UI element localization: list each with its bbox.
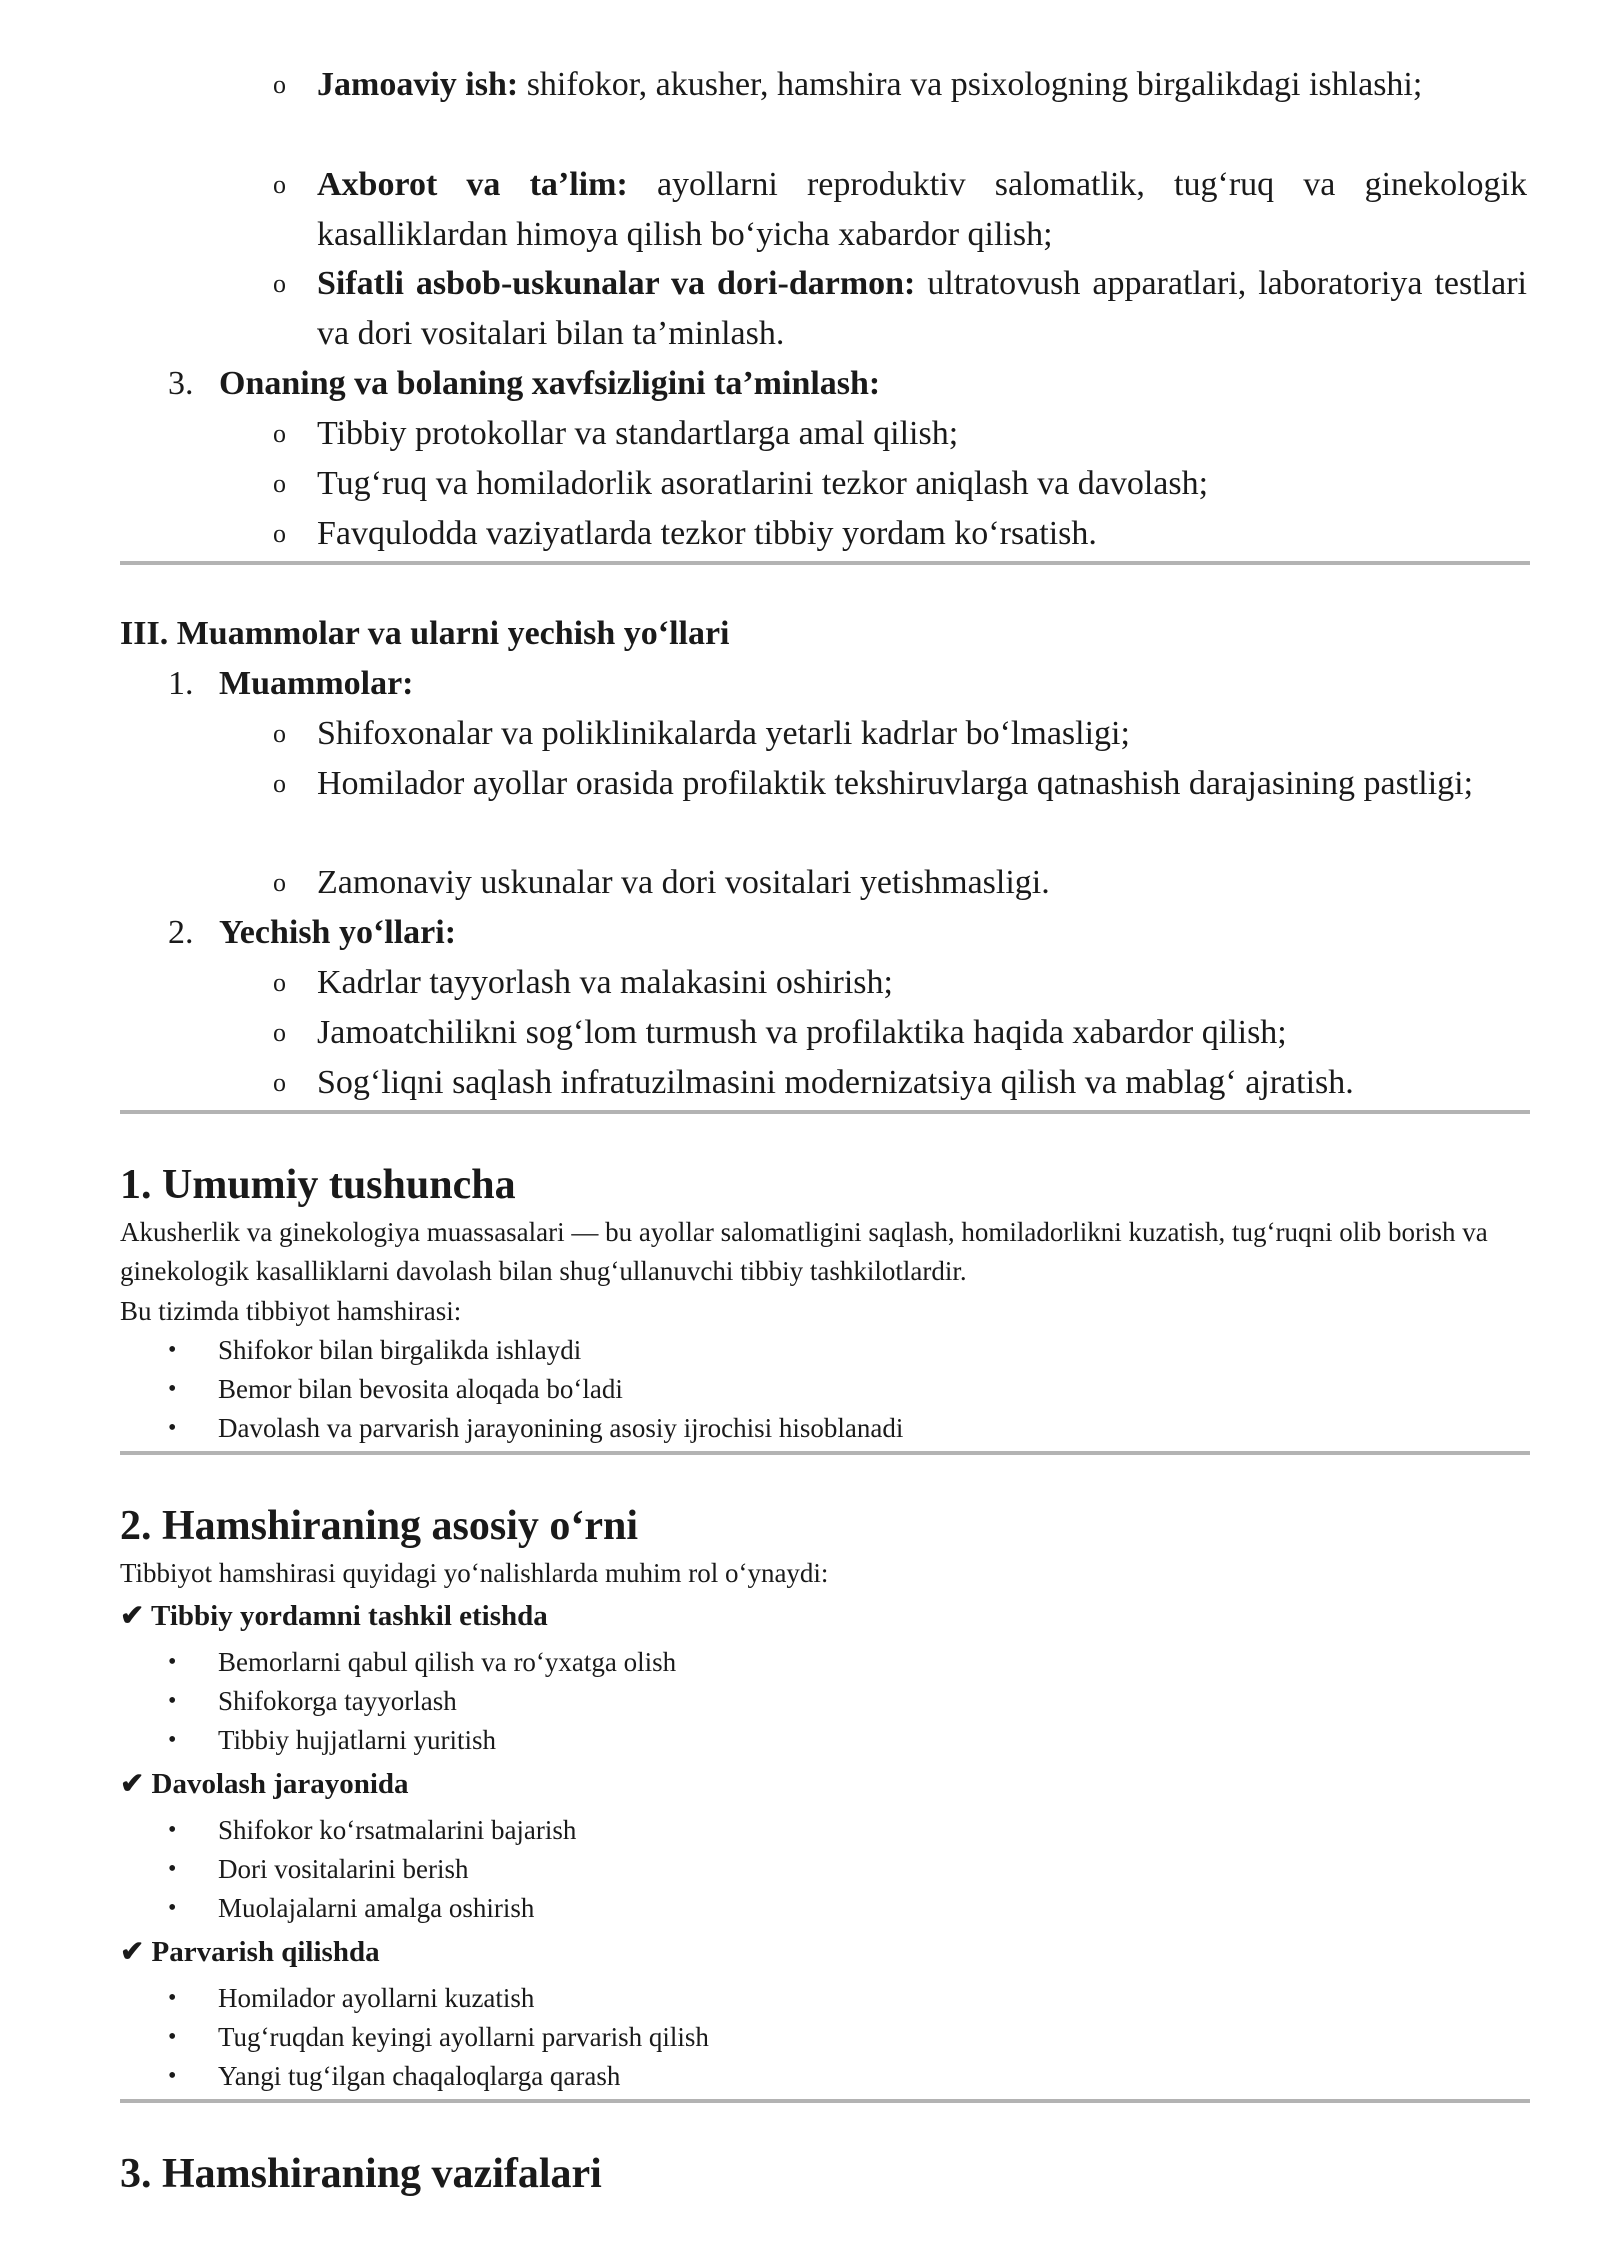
- item-text: Shifokor ko‘rsatmalarini bajarish: [218, 1815, 577, 1845]
- bullet-icon: •: [168, 1985, 177, 2011]
- item-text: Shifoxonalar va poliklinikalarda yetarli kadrlar bo‘lmasligi;: [317, 715, 1130, 752]
- circle-bullet-icon: o: [273, 1018, 286, 1047]
- circle-bullet-icon: o: [273, 269, 286, 298]
- paragraph: Tibbiyot hamshirasi quyidagi yo‘nalishlarda muhim rol o‘ynaydi:: [120, 1558, 829, 1588]
- item-text: Favqulodda vaziyatlarda tezkor tibbiy yordam ko‘rsatish.: [317, 515, 1097, 552]
- item-text: shifokor, akusher, hamshira va psixologning birgalikdagi ishlashi;: [518, 66, 1423, 103]
- item-text: Tug‘ruqdan keyingi ayollarni parvarish qilish: [218, 2022, 709, 2052]
- list-item: [273, 509, 1527, 559]
- item-label: Muammolar:: [219, 665, 414, 702]
- item-text: Shifokorga tayyorlash: [218, 1686, 457, 1716]
- item-text: Muolajalarni amalga oshirish: [218, 1893, 535, 1923]
- list-item: [168, 1409, 904, 1448]
- item-number: 2.: [168, 914, 194, 951]
- bullet-icon: •: [168, 1727, 177, 1753]
- item-label: Yechish yo‘llari:: [219, 914, 457, 951]
- list-item: [168, 1370, 623, 1409]
- group-heading: ✔ Tibbiy yordamni tashkil etishda: [120, 1600, 548, 1632]
- list-item: [168, 1643, 677, 1682]
- horizontal-divider: [120, 1110, 1530, 1114]
- item-label: Onaning va bolaning xavfsizligini ta’minlash:: [219, 365, 881, 402]
- item-text: Homilador ayollar orasida profilaktik tekshiruvlarga qatnashish darajasining pastligi;: [317, 765, 1474, 802]
- list-item: [273, 1008, 1527, 1058]
- item-text: Davolash va parvarish jarayonining asosiy ijrochisi hisoblanadi: [218, 1413, 904, 1443]
- section-heading: 1. Umumiy tushuncha: [120, 1162, 516, 1208]
- bullet-icon: •: [168, 1376, 177, 1402]
- item-number: 3.: [168, 365, 194, 402]
- circle-bullet-icon: o: [273, 968, 286, 997]
- section-heading: III. Muammolar va ularni yechish yo‘llari: [120, 615, 730, 652]
- item-text: Dori vositalarini berish: [218, 1854, 469, 1884]
- list-item: [273, 259, 1527, 359]
- horizontal-divider: [120, 2099, 1530, 2103]
- item-text: Shifokor bilan birgalikda ishlaydi: [218, 1335, 582, 1365]
- item-text: Kadrlar tayyorlash va malakasini oshirish;: [317, 964, 893, 1001]
- list-item: [273, 858, 1527, 908]
- horizontal-divider: [120, 561, 1530, 565]
- paragraph: Bu tizimda tibbiyot hamshirasi:: [120, 1296, 462, 1326]
- bullet-icon: •: [168, 1649, 177, 1675]
- item-term: Sifatli asbob-uskunalar va dori-darmon:: [317, 265, 916, 302]
- list-item: [168, 1721, 497, 1760]
- bullet-icon: •: [168, 1415, 177, 1441]
- bullet-icon: •: [168, 2063, 177, 2089]
- item-term: Jamoaviy ish:: [317, 66, 519, 103]
- list-item: [273, 409, 1527, 459]
- list-item: [273, 709, 1527, 759]
- bullet-icon: •: [168, 1688, 177, 1714]
- item-text: Tug‘ruq va homiladorlik asoratlarini tezkor aniqlash va davolash;: [317, 465, 1209, 502]
- list-item: [168, 1331, 582, 1370]
- numbered-item: [168, 659, 414, 709]
- item-text: Zamonaviy uskunalar va dori vositalari yetishmasligi.: [317, 864, 1050, 901]
- list-item: [168, 1811, 577, 1850]
- circle-bullet-icon: o: [273, 868, 286, 897]
- bullet-icon: •: [168, 1856, 177, 1882]
- item-text: ayollarni reproduktiv salomatlik, tug‘ruq va ginekologik kasalliklardan himoya qilish bo‘yicha xabardor qilish;: [317, 166, 1527, 253]
- bullet-icon: •: [168, 2024, 177, 2050]
- item-text: Bemor bilan bevosita aloqada bo‘ladi: [218, 1374, 623, 1404]
- list-item: [273, 60, 1527, 110]
- section-heading: 3. Hamshiraning vazifalari: [120, 2151, 602, 2197]
- paragraph: Akusherlik va ginekologiya muassasalari — bu ayollar salomatligini saqlash, homiladorlikni kuzatish, tug‘ruqni olib borish va ginekologik kasalliklarni davolash bilan shug‘ullanuvchi tibbiy tashkilotlardir.: [120, 1217, 1488, 1286]
- item-text: Tibbiy hujjatlarni yuritish: [218, 1725, 497, 1755]
- item-term: Axborot va ta’lim:: [317, 166, 628, 203]
- section-heading: 2. Hamshiraning asosiy o‘rni: [120, 1503, 639, 1549]
- item-text: Homilador ayollarni kuzatish: [218, 1983, 535, 2013]
- item-text: Yangi tug‘ilgan chaqaloqlarga qarash: [218, 2061, 621, 2091]
- item-number: 1.: [168, 665, 194, 702]
- horizontal-divider: [120, 1451, 1530, 1455]
- circle-bullet-icon: o: [273, 1068, 286, 1097]
- bullet-icon: •: [168, 1817, 177, 1843]
- circle-bullet-icon: o: [273, 469, 286, 498]
- group-heading: ✔ Parvarish qilishda: [120, 1936, 380, 1968]
- circle-bullet-icon: o: [273, 519, 286, 548]
- circle-bullet-icon: o: [273, 70, 286, 99]
- item-text: Tibbiy protokollar va standartlarga amal qilish;: [317, 415, 959, 452]
- numbered-item: [168, 908, 456, 958]
- list-item: [168, 1850, 469, 1889]
- list-item: [273, 459, 1527, 509]
- list-item: [168, 1682, 457, 1721]
- numbered-item: [168, 359, 880, 409]
- circle-bullet-icon: o: [273, 170, 286, 199]
- circle-bullet-icon: o: [273, 419, 286, 448]
- item-text: ultratovush apparatlari, laboratoriya testlari va dori vositalari bilan ta’minlash.: [317, 265, 1527, 352]
- bullet-icon: •: [168, 1895, 177, 1921]
- list-item: [168, 2018, 709, 2057]
- list-item: [273, 958, 1527, 1008]
- item-text: Jamoatchilikni sog‘lom turmush va profilaktika haqida xabardor qilish;: [317, 1014, 1287, 1051]
- circle-bullet-icon: o: [273, 769, 286, 798]
- list-item: [273, 759, 1527, 809]
- list-item: [168, 2057, 621, 2096]
- list-item: [273, 160, 1527, 260]
- list-item: [168, 1979, 535, 2018]
- circle-bullet-icon: o: [273, 719, 286, 748]
- list-item: [273, 1058, 1527, 1108]
- list-item: [168, 1889, 535, 1928]
- bullet-icon: •: [168, 1337, 177, 1363]
- item-text: Bemorlarni qabul qilish va ro‘yxatga olish: [218, 1647, 677, 1677]
- item-text: Sog‘liqni saqlash infratuzilmasini modernizatsiya qilish va mablag‘ ajratish.: [317, 1064, 1354, 1101]
- group-heading: ✔ Davolash jarayonida: [120, 1768, 409, 1800]
